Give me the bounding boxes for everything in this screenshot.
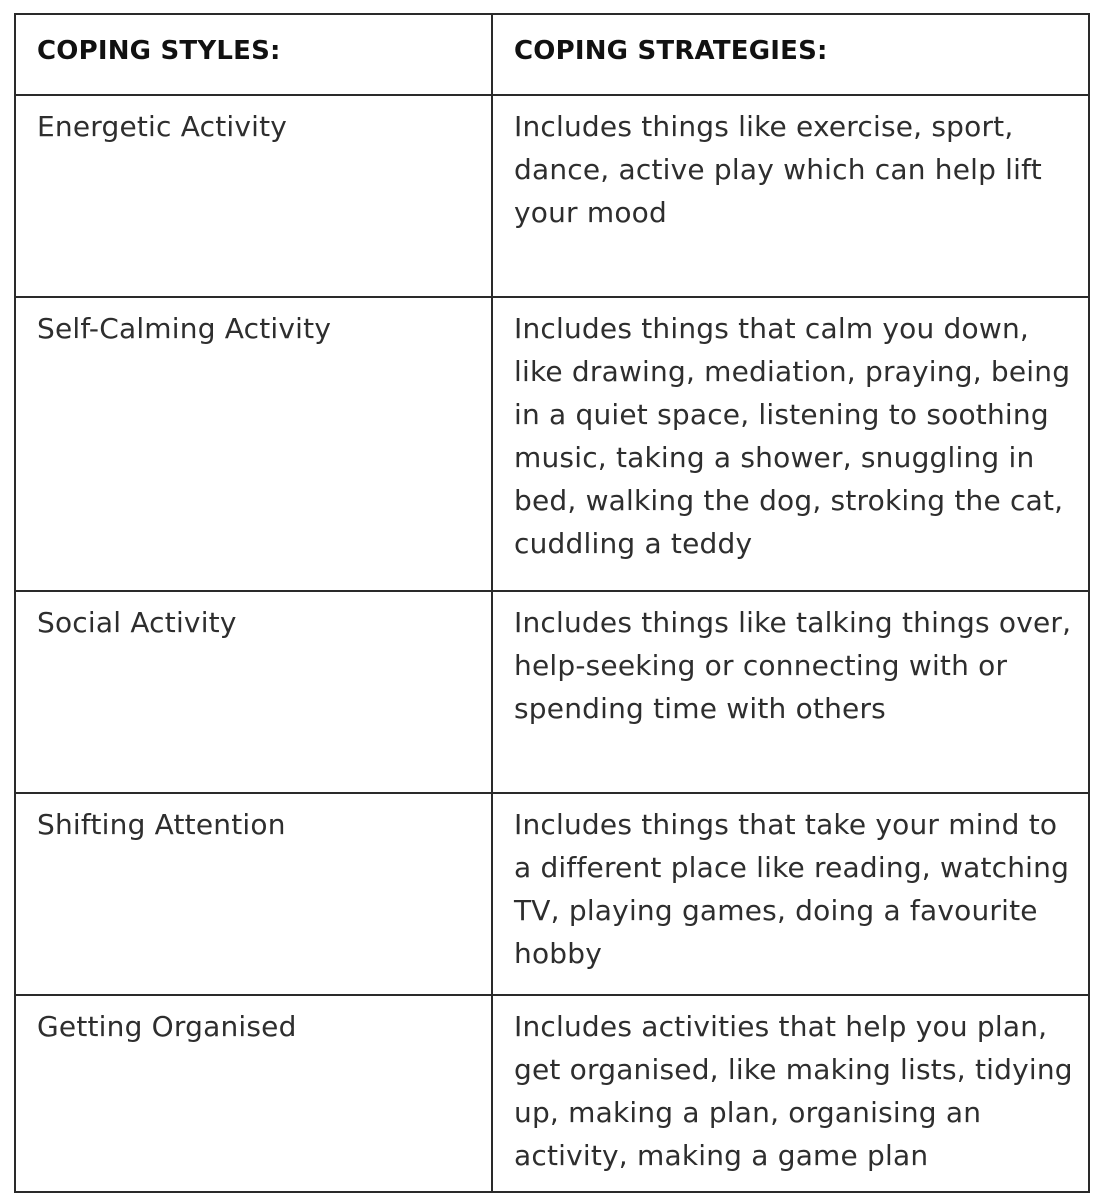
table-row xyxy=(16,297,1088,591)
coping-strategy-cell: Includes things that take your mind to a different place like reading, watching TV, playing games, doing a favourite hobby xyxy=(492,793,1088,995)
header-coping-styles: COPING STYLES: xyxy=(16,15,492,95)
coping-style-cell: Self-Calming Activity xyxy=(16,297,492,591)
header-coping-strategies: COPING STRATEGIES: xyxy=(492,15,1088,95)
table-row xyxy=(16,591,1088,793)
coping-table xyxy=(14,13,1090,1193)
coping-strategy-cell: Includes things that calm you down, like drawing, mediation, praying, being in a quiet space, listening to soothing music, taking a shower, snuggling in bed, walking the dog, stroking the cat, cuddling a teddy xyxy=(492,297,1088,591)
coping-table-grid xyxy=(16,15,1088,1191)
table-row xyxy=(16,95,1088,297)
coping-style-cell: Getting Organised xyxy=(16,995,492,1191)
table-row xyxy=(16,995,1088,1191)
coping-style-cell: Shifting Attention xyxy=(16,793,492,995)
coping-strategy-cell: Includes things like exercise, sport, dance, active play which can help lift your mood xyxy=(492,95,1088,297)
coping-style-cell: Energetic Activity xyxy=(16,95,492,297)
table-header-row xyxy=(16,15,1088,95)
table-row xyxy=(16,793,1088,995)
coping-strategy-cell: Includes activities that help you plan, get organised, like making lists, tidying up, making a plan, organising an activity, making a game plan xyxy=(492,995,1088,1191)
coping-strategy-cell: Includes things like talking things over, help-seeking or connecting with or spending time with others xyxy=(492,591,1088,793)
coping-style-cell: Social Activity xyxy=(16,591,492,793)
